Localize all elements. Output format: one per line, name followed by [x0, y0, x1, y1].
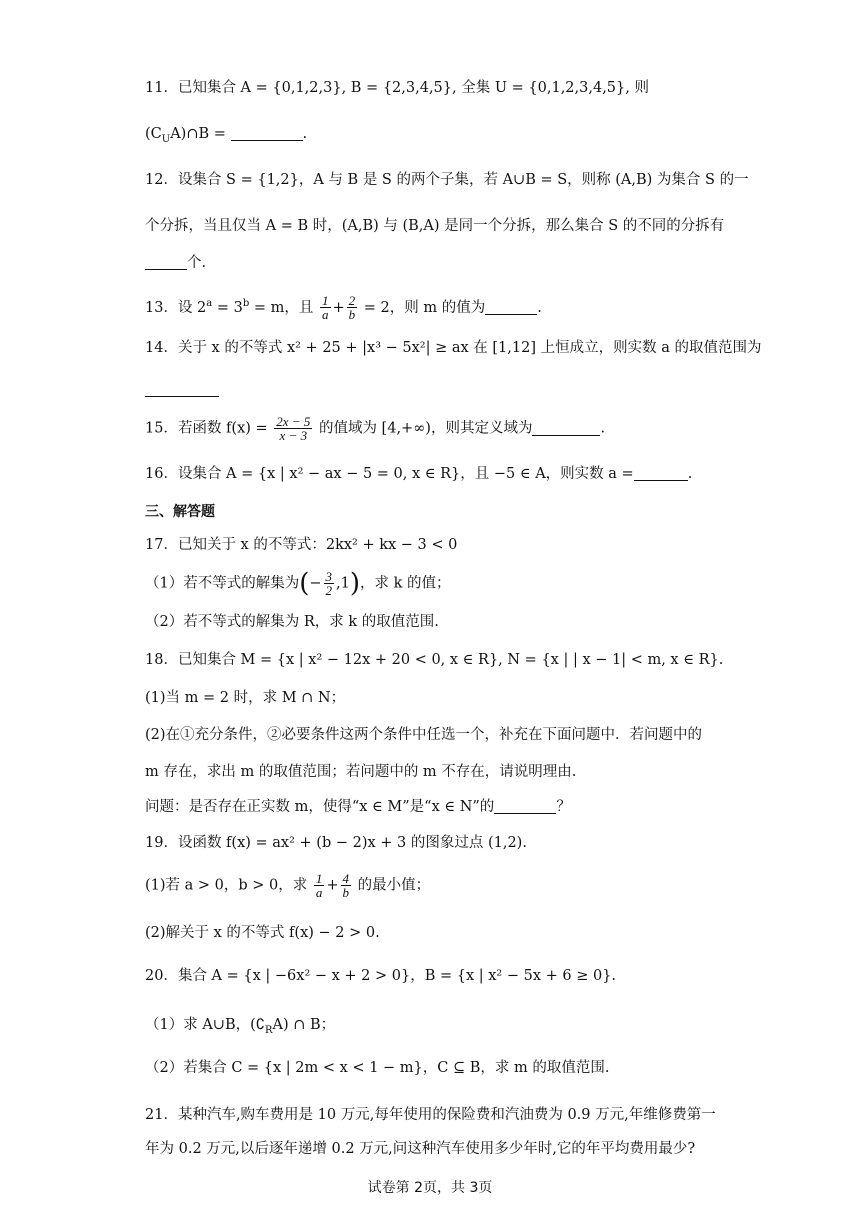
q13-rest: = 2，则 m 的值为 — [363, 299, 486, 316]
q11-line2 — [145, 124, 745, 150]
q21-line2: 年为 0.2 万元,以后逐年递增 0.2 万元,问这种汽车使用多少年时,它的年平均费用最少? — [145, 1141, 696, 1157]
q12-line1: 12．设集合 S = {1,2}，A 与 B 是 S 的两个子集，若 A∪B = S，则称 (A,B) 为集合 S 的一 — [145, 172, 749, 188]
q18-p2c-end: ？ — [556, 799, 571, 815]
q13-after: = m，且 — [249, 299, 314, 316]
q17-frac — [324, 570, 335, 597]
q14-line1: 14．关于 x 的不等式 x² + 25 + |x³ − 5x²| ≥ ax 在 [1,12] 上恒成立，则实数 a 的取值范围为 — [145, 340, 762, 356]
q20-sub: R — [265, 1024, 273, 1036]
q12-line3 — [145, 253, 745, 273]
q19-frac2-num: 4 — [342, 871, 350, 886]
q11-sub: U — [161, 133, 171, 145]
q19-frac1-den: a — [315, 885, 323, 900]
q17-part1 — [145, 570, 745, 597]
q19-p1-rest: 的最小值； — [357, 877, 431, 894]
q18-p2c-text: 问题：是否存在正实数 m，使得“x ∈ M”是“x ∈ N”的 — [145, 799, 495, 815]
q20-p1-start: （1）求 A∪B，(∁ — [145, 1017, 265, 1033]
q18-part2a: (2)在①充分条件，②必要条件这两个条件中任选一个，补充在下面问题中．若问题中的 — [145, 727, 703, 743]
q17-minus: − — [309, 575, 322, 592]
q17-p1-prefix: （1）若不等式的解集为 — [145, 575, 300, 592]
q15-frac-num: 2x − 5 — [276, 414, 311, 429]
q17-frac-den: 2 — [325, 583, 333, 598]
q17-right-paren: ) — [349, 568, 361, 599]
q13-sup-a: a — [206, 298, 213, 309]
q13-frac1 — [320, 294, 331, 321]
q15-rest: 的值域为 [4,+∞)，则其定义域为 — [318, 420, 533, 437]
q18-part1: (1)当 m = 2 时，求 M ∩ N； — [145, 690, 346, 706]
q20-p1-rest: A) ∩ B； — [272, 1017, 336, 1033]
q13-line — [145, 294, 745, 321]
q16-line — [145, 464, 745, 484]
q12-line2: 个分拆，当且仅当 A = B 时，(A,B) 与 (B,A) 是同一个分拆，那么集合 S 的不同的分拆有 — [145, 218, 725, 234]
q13-frac2-num: 2 — [348, 293, 356, 309]
q17-p1-rest: ,1 — [336, 575, 350, 592]
q13-frac1-den: a — [322, 307, 329, 323]
q18-answer-blank — [494, 799, 556, 814]
q19-p1-prefix: (1)若 a > 0，b > 0，求 — [145, 877, 308, 894]
q16-text: 16．设集合 A = {x | x² − ax − 5 = 0, x ∈ R}，且 −5 ∈ A，则实数 a = — [145, 466, 634, 482]
q13-frac2 — [347, 294, 358, 321]
q20-part1 — [145, 1015, 745, 1041]
q17-p1-end: ，求 k 的值； — [360, 575, 451, 592]
q15-frac — [274, 415, 312, 442]
q14-line2 — [145, 380, 745, 400]
q15-line — [145, 415, 745, 442]
q13-answer-blank — [485, 300, 537, 315]
q15-end: . — [600, 420, 606, 437]
q11-answer-blank — [231, 126, 303, 141]
q13-prefix: 13．设 2 — [145, 299, 207, 316]
q19-plus: + — [326, 877, 339, 894]
q17-frac-num: 3 — [325, 569, 333, 584]
q19-frac2-den: b — [342, 885, 350, 900]
q19-frac2 — [341, 872, 352, 899]
q17-part2: （2）若不等式的解集为 R，求 k 的取值范围. — [145, 614, 439, 630]
q18-stem: 18．已知集合 M = {x | x² − 12x + 20 < 0, x ∈ R}, N = {x | | x − 1| < m, x ∈ R}. — [145, 652, 724, 668]
q19-part1 — [145, 872, 745, 899]
q11-line1: 11．已知集合 A = {0,1,2,3}, B = {2,3,4,5}, 全集 U = {0,1,2,3,4,5}, 则 — [145, 80, 649, 96]
q13-mid: = 3 — [212, 299, 243, 316]
section-title: 三、解答题 — [145, 504, 215, 520]
q19-stem: 19．设函数 f(x) = ax² + (b − 2)x + 3 的图象过点 (1,2). — [145, 835, 527, 851]
q15-frac-den: x − 3 — [279, 428, 308, 443]
q21-line1: 21．某种汽车,购车费用是 10 万元,每年使用的保险费和汽油费为 0.9 万元,年维修费第一 — [145, 1107, 716, 1123]
page-footer: 试卷第 2页，共 3页 — [367, 1180, 493, 1196]
q20-part2: （2）若集合 C = {x | 2m < x < 1 − m}，C ⊆ B，求 m 的取值范围. — [145, 1060, 610, 1076]
q19-frac1 — [314, 872, 325, 899]
q13-plus: + — [332, 299, 345, 316]
q11-end: . — [302, 126, 308, 142]
q12-end: 个. — [187, 255, 207, 271]
q13-end: . — [537, 299, 542, 316]
q13-frac2-den: b — [348, 307, 356, 323]
q17-stem: 17．已知关于 x 的不等式：2kx² + kx − 3 < 0 — [145, 537, 458, 553]
q11-line2-start: (C — [145, 126, 162, 142]
q15-prefix: 15．若函数 f(x) = — [145, 420, 268, 437]
q15-answer-blank — [532, 421, 600, 436]
q13-frac1-num: 1 — [322, 293, 329, 309]
q12-answer-blank — [145, 255, 187, 270]
q16-end: . — [687, 466, 693, 482]
q11-line2-rest: A)∩B = — [170, 126, 226, 142]
q16-answer-blank — [634, 466, 688, 481]
q19-frac1-num: 1 — [315, 871, 323, 886]
q20-stem: 20．集合 A = {x | −6x² − x + 2 > 0}，B = {x | x² − 5x + 6 ≥ 0}. — [145, 968, 617, 984]
q18-part2b: m 存在，求出 m 的取值范围；若问题中的 m 不存在，请说明理由. — [145, 764, 577, 780]
q17-left-paren: ( — [299, 568, 310, 599]
q19-part2: (2)解关于 x 的不等式 f(x) − 2 > 0. — [145, 925, 380, 941]
q14-answer-blank — [145, 382, 219, 397]
q13-sup-b: b — [242, 298, 250, 309]
q18-part2c — [145, 797, 745, 817]
